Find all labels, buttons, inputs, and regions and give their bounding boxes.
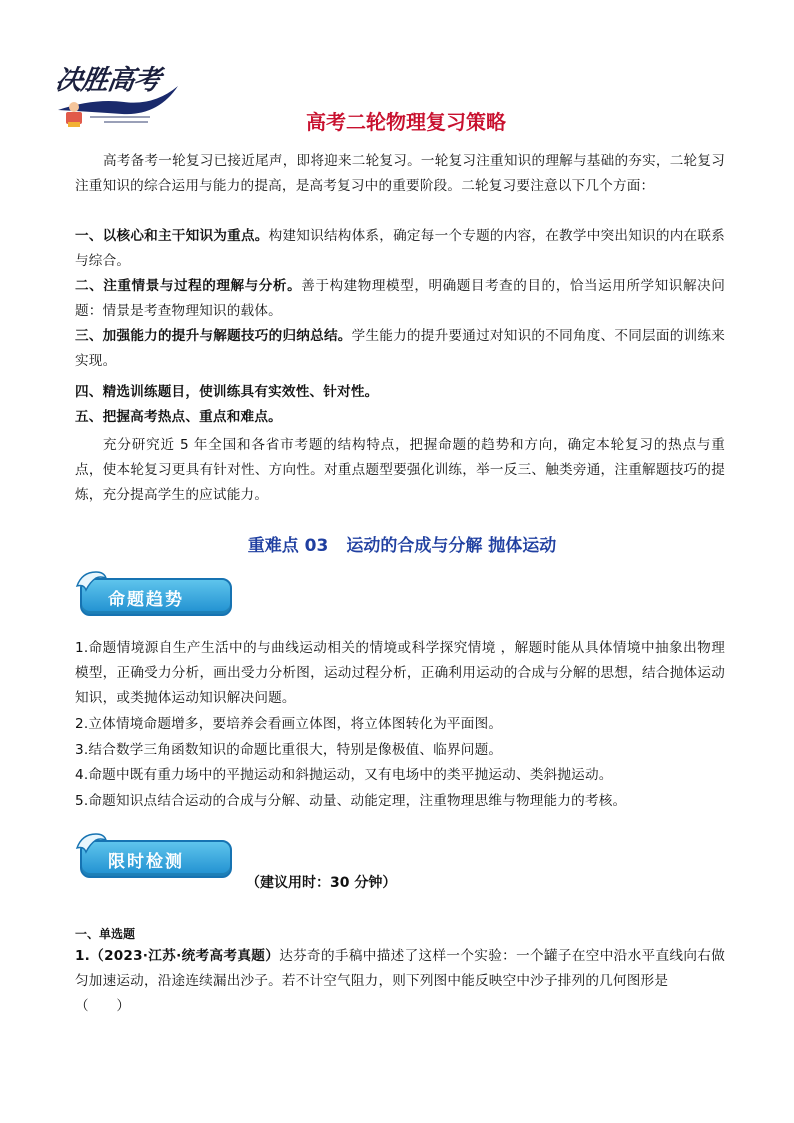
- point-1-body: 构建知识结构体系，确定每一个专题的内容，在教学中突出知识的内在联系与综合。: [75, 228, 725, 269]
- question-1-number: 1.: [75, 948, 91, 964]
- point-1: [75, 224, 725, 274]
- point-2: [75, 274, 725, 324]
- intro-paragraph: 高考备考一轮复习已接近尾声，即将迎来二轮复习。一轮复习注重知识的理解与基础的夯实，二轮复习注重知识的综合运用与能力的提高，是高考复习中的重要阶段。二轮复习要注意以下几个方面：: [75, 153, 725, 194]
- point-5: [75, 405, 725, 430]
- trend-item-2: 2.立体情境命题增多，要培养会看画立体图，将立体图转化为平面图。: [75, 716, 503, 732]
- section-name: 运动的合成与分解 抛体运动: [346, 536, 557, 556]
- point-1-head: 一、以核心和主干知识为重点。: [75, 228, 269, 244]
- section-title: [0, 531, 794, 556]
- point-5-head: 五、把握高考热点、重点和难点。: [75, 409, 282, 425]
- point-4-head: 四、精选训练题目，使训练具有实效性、针对性。: [75, 384, 379, 400]
- dolphin-icon: [74, 830, 108, 854]
- test-badge: [74, 830, 236, 882]
- dolphin-icon: [74, 568, 108, 592]
- page-title: 高考二轮物理复习策略: [306, 110, 506, 134]
- trend-badge: [74, 568, 236, 620]
- trend-item-5: 5.命题知识点结合运动的合成与分解、动量、动能定理，注重物理思维与物理能力的考核。: [75, 793, 627, 809]
- trend-badge-label: 命题趋势: [108, 590, 184, 610]
- question-1-text: 达芬奇的手稿中描述了这样一个实验：一个罐子在空中沿水平直线向右做匀加速运动，沿途连续漏出沙子。若不计空气阻力，则下列图中能反映空中沙子排列的几何图形是: [75, 948, 725, 989]
- question-1-blank: （ ）: [75, 998, 131, 1014]
- point-4: [75, 380, 725, 405]
- time-hint: （建议用时：30 分钟）: [246, 875, 397, 891]
- test-badge-label: 限时检测: [108, 852, 184, 872]
- summary-paragraph: 充分研究近 5 年全国和各省市考题的结构特点，把握命题的趋势和方向，确定本轮复习的热点与重点，使本轮复习更具有针对性、方向性。对重点题型要强化训练，举一反三、触类旁通，注重解题技巧的提炼，充分提高学生的应试能力。: [75, 437, 725, 503]
- point-2-body: 善于构建物理模型，明确题目考查的目的，恰当运用所学知识解决问题：情景是考查物理知识的载体。: [75, 278, 726, 319]
- question-1-source: （2023·江苏·统考高考真题）: [90, 948, 280, 964]
- trend-item-1: 1.命题情境源自生产生活中的与曲线运动相关的情境或科学探究情境 ，解题时能从具体情境中抽象出物理模型，正确受力分析，画出受力分析图，运动过程分析，正确利用运动的合成与分解的思想，结合抛体运动知识，或类抛体运动知识解决问题。: [75, 640, 725, 706]
- section-label: 重难点 03: [247, 536, 329, 556]
- point-3-body: 学生能力的提升要通过对知识的不同角度、不同层面的训练来实现。: [75, 328, 725, 369]
- point-3-head: 三、加强能力的提升与解题技巧的归纳总结。: [75, 328, 352, 344]
- logo-text: 决胜高考: [53, 65, 162, 96]
- question-type-heading: 一、单选题: [75, 927, 136, 941]
- trend-item-3: 3.结合数学三角函数知识的命题比重很大，特别是像极值、临界问题。: [75, 742, 503, 758]
- point-3: [75, 324, 725, 374]
- point-2-head: 二、注重情景与过程的理解与分析。: [75, 278, 302, 294]
- question-1: [75, 944, 725, 1019]
- trend-item-4: 4.命题中既有重力场中的平抛运动和斜抛运动，又有电场中的类平抛运动、类斜抛运动。: [75, 767, 613, 783]
